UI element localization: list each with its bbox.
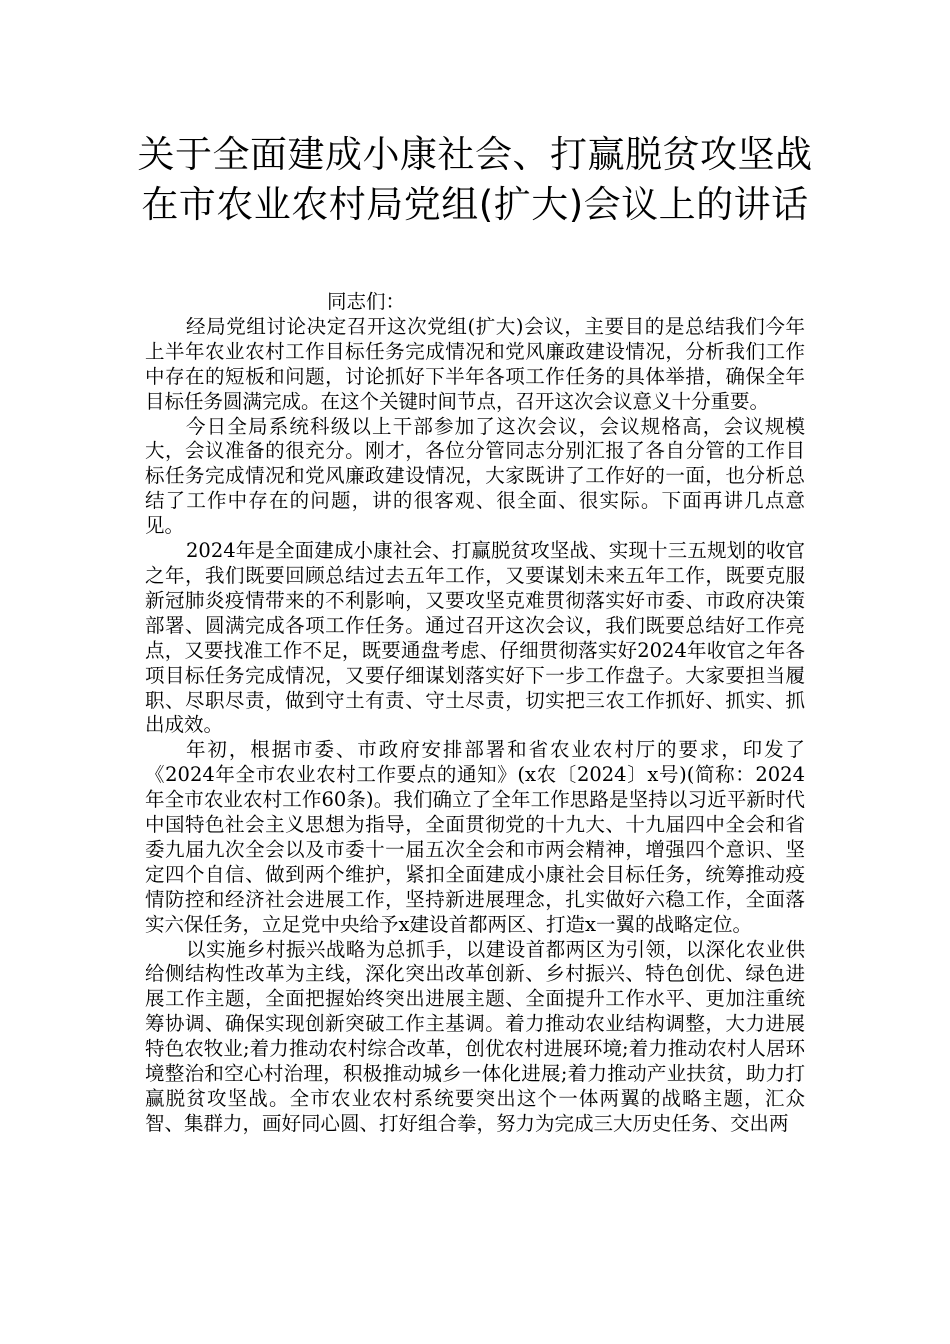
paragraph-3: 2024年是全面建成小康社会、打赢脱贫攻坚战、实现十三五规划的收官之年，我们既要回顾总结过去五年工作，又要谋划未来五年工作，既要克服新冠肺炎疫情带来的不利影响，又要攻坚克难贯彻落实好市委、市政府决策部署、圆满完成各项工作任务。通过召开这次会议，我们既要总结好工作亮点，又要找准工作不足，既要通盘考虑、仔细贯彻落实好2024年收官之年各项目标任务完成情况，又要仔细谋划落实好下一步工作盘子。大家要担当履职、尽职尽责，做到守土有责、守土尽责，切实把三农工作抓好、抓实、抓出成效。 [145,539,805,737]
document-body [145,290,805,1137]
document-title: 关于全面建成小康社会、打赢脱贫攻坚战在市农业农村局党组(扩大)会议上的讲话 [137,133,813,226]
paragraph-4: 年初，根据市委、市政府安排部署和省农业农村厅的要求，印发了《2024年全市农业农村工作要点的通知》(x农〔2024〕x号)(简称：2024年全市农业农村工作60条)。我们确立了全年工作思路是坚持以习近平新时代中国特色社会主义思想为指导，全面贯彻党的十九大、十九届四中全会和省委九届九次全会以及市委十一届五次全会和市两会精神，增强四个意识、坚定四个自信、做到两个维护，紧扣全面建成小康社会目标任务，统筹推动疫情防控和经济社会进展工作，坚持新进展理念，扎实做好六稳工作，全面落实六保任务，立足党中央给予x建设首都两区、打造x一翼的战略定位。 [145,738,805,936]
paragraph-1: 经局党组讨论决定召开这次党组(扩大)会议，主要目的是总结我们今年上半年农业农村工作目标任务完成情况和党风廉政建设情况，分析我们工作中存在的短板和问题，讨论抓好下半年各项工作任务的具体举措，确保全年目标任务圆满完成。在这个关键时间节点，召开这次会议意义十分重要。 [145,314,805,413]
paragraph-5: 以实施乡村振兴战略为总抓手，以建设首都两区为引领，以深化农业供给侧结构性改革为主线，深化突出改革创新、乡村振兴、特色创优、绿色进展工作主题，全面把握始终突出进展主题、全面提升工作水平、更加注重统筹协调、确保实现创新突破工作主基调。着力推动农业结构调整，大力进展特色农牧业;着力推动农村综合改革，创优农村进展环境;着力推动农村人居环境整治和空心村治理，积极推动城乡一体化进展;着力推动产业扶贫，助力打赢脱贫攻坚战。全市农业农村系统要突出这个一体两翼的战略主题，汇众智、集群力，画好同心圆、打好组合拳，努力为完成三大历史任务、交出两 [145,937,805,1135]
paragraph-2: 今日全局系统科级以上干部参加了这次会议，会议规格高，会议规模大，会议准备的很充分。刚才，各位分管同志分别汇报了各自分管的工作目标任务完成情况和党风廉政建设情况，大家既讲了工作好的一面，也分析总结了工作中存在的问题，讲的很客观、很全面、很实际。下面再讲几点意见。 [145,414,805,538]
salutation: 同志们： [327,290,406,313]
